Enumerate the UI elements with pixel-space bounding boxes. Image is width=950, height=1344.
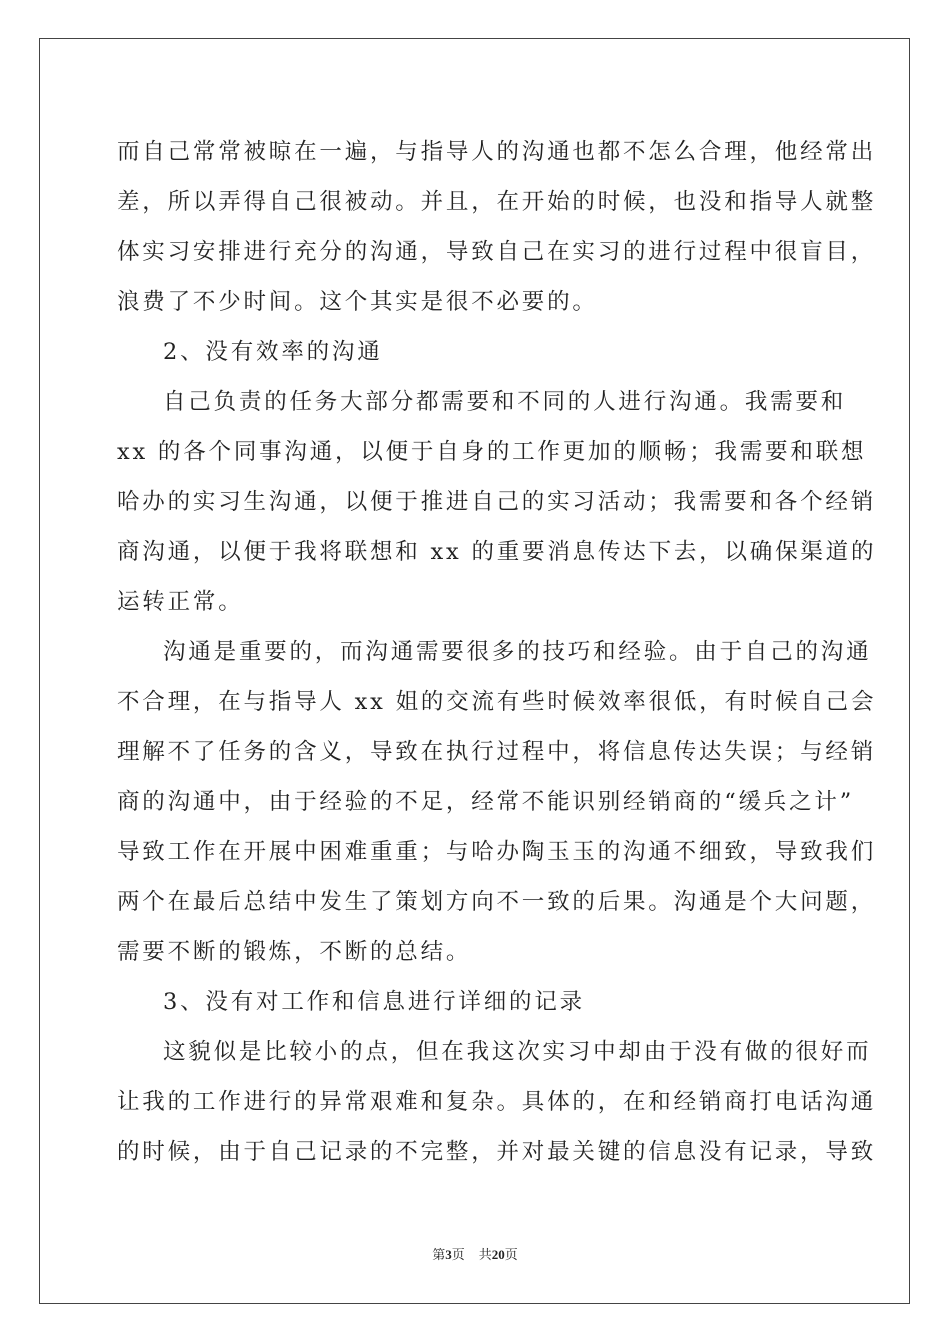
text-line: 两个在最后总结中发生了策划方向不一致的后果。沟通是个大问题， (117, 889, 877, 915)
text-line: 这貌似是比较小的点，但在我这次实习中却由于没有做的很好而 (163, 1039, 872, 1065)
page-suffix: 页 (451, 1248, 465, 1263)
text-line: 需要不断的锻炼，不断的总结。 (117, 939, 472, 965)
text-line: 体实习安排进行充分的沟通，导致自己在实习的进行过程中很盲目， (117, 239, 877, 265)
section-heading: 2、没有效率的沟通 (163, 339, 383, 365)
text-line: xx 的各个同事沟通，以便于自身的工作更加的顺畅；我需要和联想 (117, 439, 867, 465)
text-line: 商沟通，以便于我将联想和 xx 的重要消息传达下去，以确保渠道的 (117, 539, 877, 565)
text-line: 而自己常常被晾在一遍，与指导人的沟通也都不怎么合理，他经常出 (117, 139, 877, 165)
total-prefix: 共 (478, 1248, 492, 1263)
document-body (117, 127, 877, 1177)
text-line: 理解不了任务的含义，导致在执行过程中，将信息传达失误；与经销 (117, 739, 877, 765)
page-footer (0, 1244, 950, 1263)
text-line: 运转正常。 (117, 589, 244, 615)
text-line: 哈办的实习生沟通，以便于推进自己的实习活动；我需要和各个经销 (117, 489, 877, 515)
text-line: 的时候，由于自己记录的不完整，并对最关键的信息没有记录，导致 (117, 1139, 877, 1165)
page-prefix: 第 (432, 1248, 446, 1263)
text-line: 不合理，在与指导人 xx 姐的交流有些时候效率很低，有时候自己会 (117, 689, 877, 715)
page-number: 3 (445, 1247, 452, 1262)
text-line: 沟通是重要的，而沟通需要很多的技巧和经验。由于自己的沟通 (163, 639, 872, 665)
text-line: 让我的工作进行的异常艰难和复杂。具体的，在和经销商打电话沟通 (117, 1089, 877, 1115)
text-line: 差，所以弄得自己很被动。并且，在开始的时候，也没和指导人就整 (117, 189, 877, 215)
section-heading: 3、没有对工作和信息进行详细的记录 (163, 989, 585, 1015)
total-suffix: 页 (504, 1248, 518, 1263)
text-line: 自己负责的任务大部分都需要和不同的人进行沟通。我需要和 (163, 389, 847, 415)
text-line: 商的沟通中，由于经验的不足，经常不能识别经销商的“缓兵之计” (117, 789, 855, 815)
text-line: 导致工作在开展中困难重重；与哈办陶玉玉的沟通不细致，导致我们 (117, 839, 877, 865)
text-line: 浪费了不少时间。这个其实是很不必要的。 (117, 289, 598, 315)
total-pages: 20 (491, 1247, 505, 1262)
